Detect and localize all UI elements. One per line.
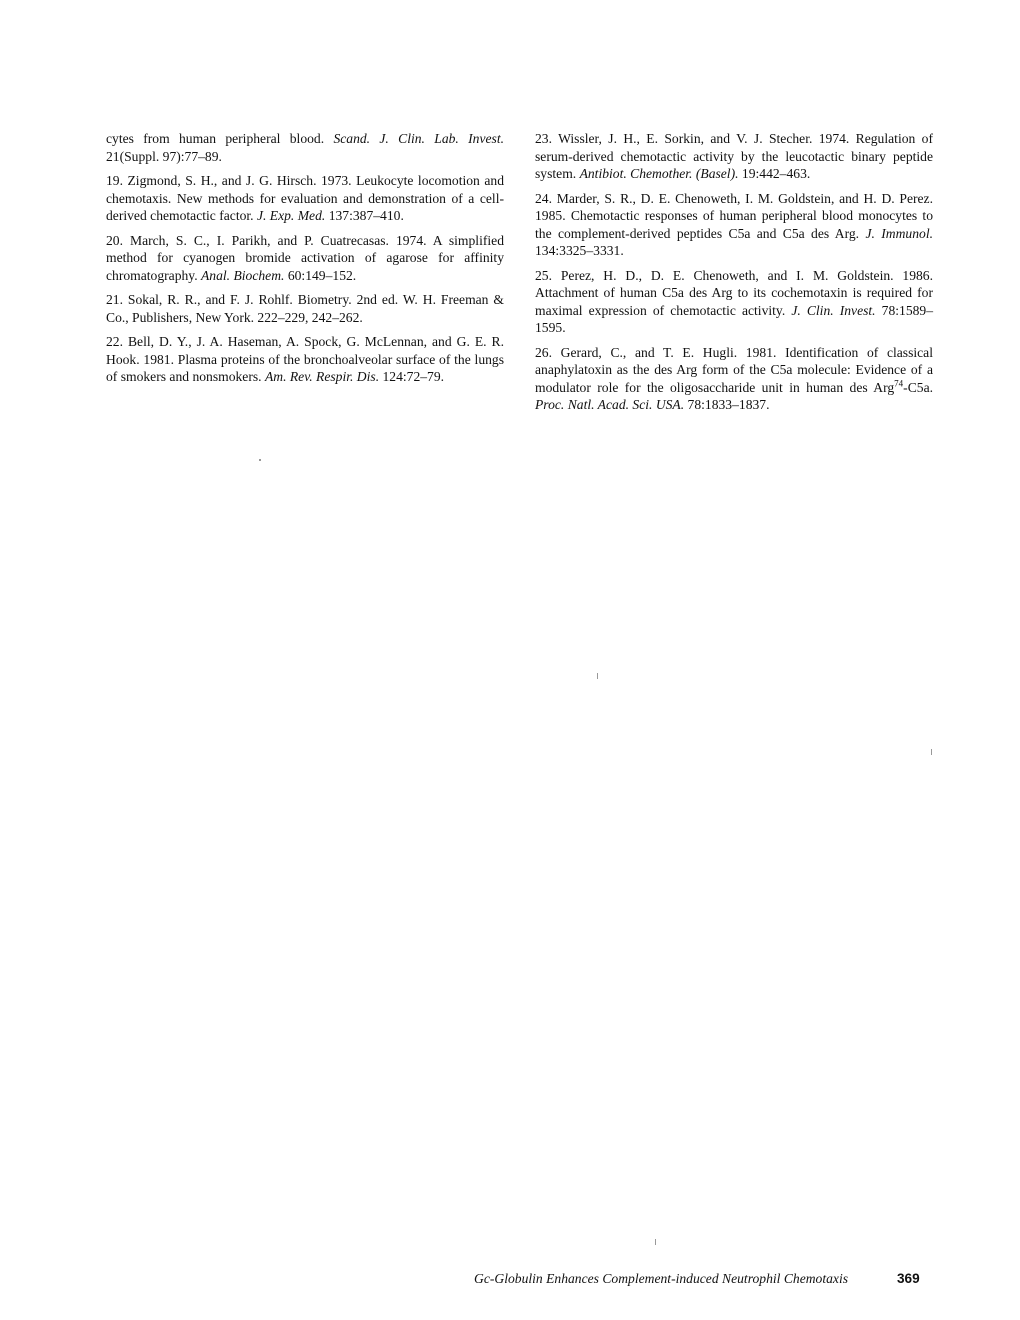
running-title: Gc-Globulin Enhances Complement-induced Neutrophil Chemotaxis bbox=[474, 1271, 849, 1286]
scan-speck bbox=[655, 1239, 656, 1245]
references-left-column bbox=[106, 130, 504, 393]
scan-speck bbox=[931, 749, 932, 755]
journal-title: Proc. Natl. Acad. Sci. USA. bbox=[535, 397, 685, 412]
journal-title: J. Clin. Invest. bbox=[791, 302, 876, 318]
reference-23: 23. Wissler, J. H., E. Sorkin, and V. J. Stecher. 1974. Regulation of serum-derived chemotactic activity by the leucotactic binary peptide system. Antibiot. Chemother. (Basel). 19:442–463. bbox=[535, 131, 933, 181]
journal-title: J. Exp. Med. bbox=[256, 208, 326, 223]
journal-title: Anal. Biochem. bbox=[201, 267, 285, 283]
reference-18-continued: cytes from human peripheral blood. Scand. J. Clin. Lab. Invest. 21(Suppl. 97):77–89. bbox=[106, 131, 505, 164]
journal-title: Scand. J. Clin. Lab. Invest. bbox=[333, 131, 505, 146]
reference-24: 24. Marder, S. R., D. E. Chenoweth, I. M. Goldstein, and H. D. Perez. 1985. Chemotactic responses of human peripheral blood monocytes to the complement-derived peptides C5a and C5a des Arg. J. Immunol. 134:3325–3331. bbox=[535, 190, 933, 258]
superscript: 74 bbox=[894, 377, 904, 388]
reference-20: 20. March, S. C., I. Parikh, and P. Cuatrecasas. 1974. A simplified method for cyanogen bromide activation of agarose for affinity chromatography. Anal. Biochem. 60:149–152. bbox=[106, 232, 504, 283]
page-number: 369 bbox=[897, 1271, 920, 1286]
journal-title: J. Immunol. bbox=[865, 225, 933, 241]
journal-title: Am. Rev. Respir. Dis. bbox=[264, 369, 380, 384]
reference-22: 22. Bell, D. Y., J. A. Haseman, A. Spock, G. McLennan, and G. E. R. Hook. 1981. Plasma proteins of the bronchoalveolar surface of the lungs of smokers and nonsmokers. Am. Rev. Respir. Dis. 124:72–79. bbox=[106, 334, 504, 384]
references-right-column bbox=[535, 130, 933, 421]
reference-26: 26. Gerard, C., and T. E. Hugli. 1981. Identification of classical anaphylatoxin as the des Arg form of the C5a molecule: Evidence of a modulator role for the oligosaccharide unit in human des Arg$^{74}$-C5a. Proc. Natl. Acad. Sci. USA. 78:1833–1837. bbox=[535, 344, 933, 412]
reference-21: 21. Sokal, R. R., and F. J. Rohlf. Biometry. 2nd ed. W. H. Freeman & Co., Publishers, New York. 222–229, 242–262. bbox=[106, 292, 504, 325]
scan-speck bbox=[597, 673, 598, 679]
scan-speck bbox=[259, 459, 261, 461]
reference-19: 19. Zigmond, S. H., and J. G. Hirsch. 1973. Leukocyte locomotion and chemotaxis. New methods for evaluation and demonstration of a cell-derived chemotactic factor. J. Exp. Med. 137:387–410. bbox=[106, 173, 504, 223]
reference-25: 25. Perez, H. D., D. E. Chenoweth, and I. M. Goldstein. 1986. Attachment of human C5a des Arg to its cochemotaxin is required for maximal expression of chemotactic activity. J. Clin. Invest. 78:1589–1595. bbox=[535, 267, 934, 335]
journal-title: Antibiot. Chemother. (Basel). bbox=[579, 166, 739, 181]
